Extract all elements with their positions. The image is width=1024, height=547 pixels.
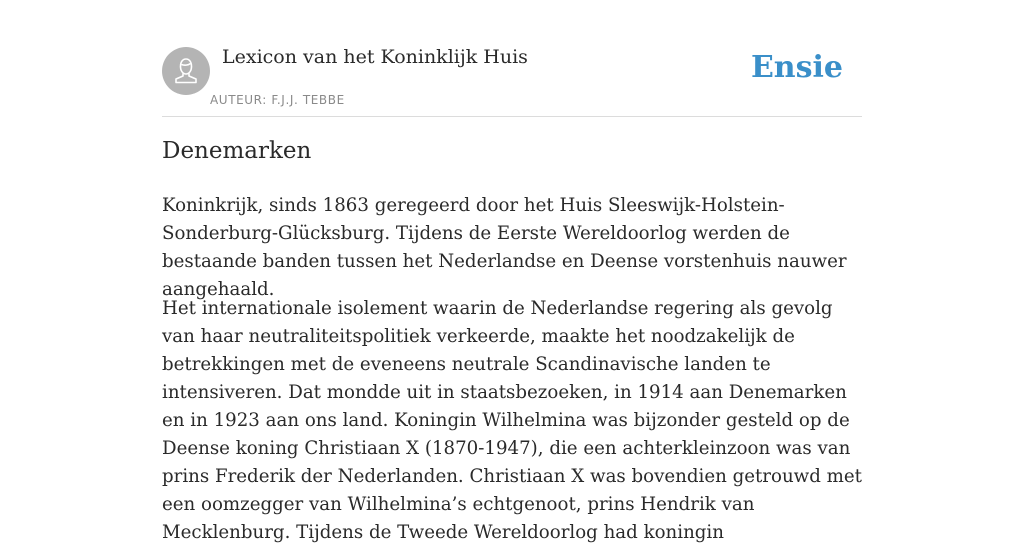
author-label[interactable]: AUTEUR: F.J.J. TEBBE (210, 93, 345, 107)
user-avatar-icon (162, 47, 210, 95)
article-paragraph: Koninkrijk, sinds 1863 geregeerd door het Huis Sleeswijk-Holstein-Sonderburg-Glücksburg. Tijdens de Eerste Wereldoorlog werden de bestaande banden tussen het Nederlandse en Deense vorstenhuis nauwer aangehaald. (162, 195, 847, 300)
entry-title: Denemarken (162, 138, 312, 164)
book-title[interactable]: Lexicon van het Koninklijk Huis (222, 46, 528, 68)
article-header (162, 0, 862, 117)
brand-logo[interactable]: Ensie (750, 50, 843, 85)
article-paragraph: Het internationale isolement waarin de Nederlandse regering als gevolg van haar neutraliteitspolitiek verkeerde, maakte het noodzakelijk de betrekkingen met de eveneens neutrale Scandinavische landen te intensiveren. Dat mondde uit in staatsbezoeken, in 1914 aan Denemarken en in 1923 aan ons land. Koningin Wilhelmina was bijzonder gesteld op de Deense koning Christiaan X (1870-1947), die een achterkleinzoon was van prins Frederik der Nederlanden. Christiaan X was bovendien getrouwd met een oomzegger van Wilhelmina’s echtgenoot, prins Hendrik van Mecklenburg. Tijdens de Tweede Wereldoorlog had koningin (162, 298, 862, 543)
page (162, 0, 862, 543)
